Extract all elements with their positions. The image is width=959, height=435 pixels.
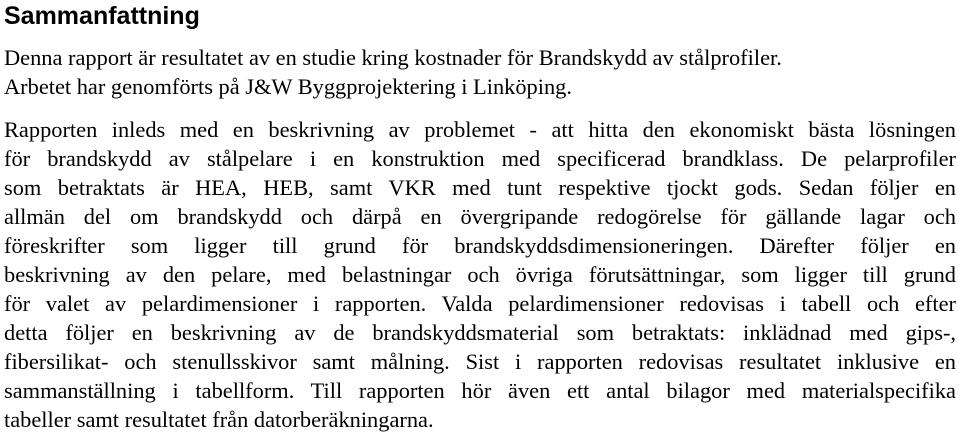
text-line: som betraktats är HEA, HEB, samt VKR med tunt respektive tjockt gods. Sedan följer en [4, 175, 956, 200]
paragraph-intro [4, 43, 956, 101]
text-line: detta följer en beskrivning av de brandskyddsmaterial som betraktats: inklädnad med gips-, [4, 320, 956, 345]
text-line: för valet av pelardimensioner i rapporten. Valda pelardimensioner redovisas i tabell och efter [4, 291, 956, 316]
document-page [4, 0, 956, 434]
text-line: fibersilikat- och stenullsskivor samt målning. Sist i rapporten redovisas resultatet inklusive en [4, 349, 956, 374]
text-line: Arbetet har genomförts på J&W Byggprojektering i Linköping. [4, 74, 572, 99]
paragraph-body [4, 115, 956, 434]
text-line: Rapporten inleds med en beskrivning av problemet - att hitta den ekonomiskt bästa lösningen [4, 117, 956, 142]
text-line: sammanställning i tabellform. Till rapporten hör även ett antal bilagor med materialspecifika [4, 378, 956, 403]
text-line: föreskrifter som ligger till grund för brandskyddsdimensioneringen. Därefter följer en [4, 233, 956, 258]
page-title: Sammanfattning [4, 2, 200, 30]
text-line: beskrivning av den pelare, med belastningar och övriga förutsättningar, som ligger till grund [4, 262, 956, 287]
text-line: för brandskydd av stålpelare i en konstruktion med specificerad brandklass. De pelarprofiler [4, 146, 956, 171]
text-line: Denna rapport är resultatet av en studie kring kostnader för Brandskydd av stålprofiler. [4, 45, 782, 70]
text-line: allmän del om brandskydd och därpå en övergripande redogörelse för gällande lagar och [4, 204, 956, 229]
text-line: tabeller samt resultatet från datorberäkningarna. [4, 407, 434, 432]
